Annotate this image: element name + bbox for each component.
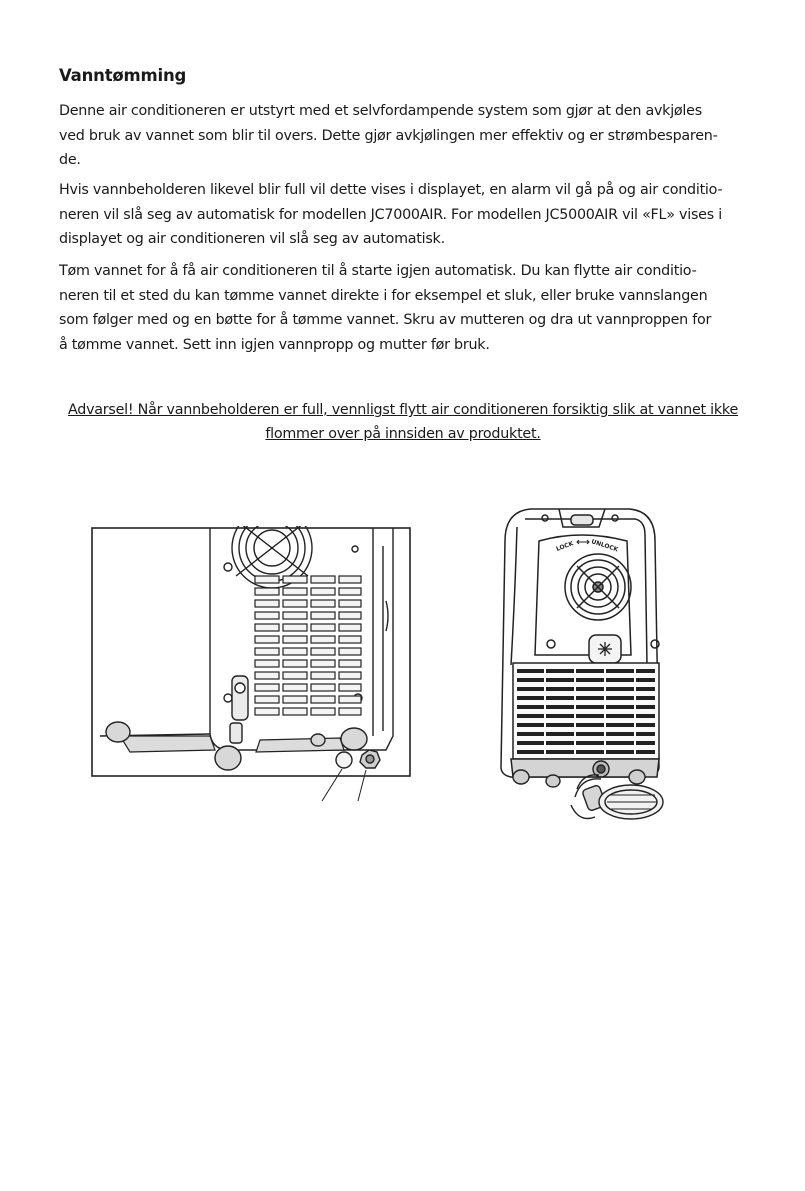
text-line: som følger med og en bøtte for å tømme vannet. Skru av mutteren og dra ut vannproppen for bbox=[59, 312, 712, 328]
ac-unit-rear-view-illustration bbox=[495, 505, 665, 823]
section-heading: Vanntømming bbox=[59, 66, 187, 85]
unlock-label: UNLOCK bbox=[590, 538, 619, 554]
text-line: displayet og air conditioneren vil slå seg av automatisk. bbox=[59, 231, 445, 247]
text-line: Denne air conditioneren er utstyrt med et selvfordampende system som gjør at den avkjøles bbox=[59, 103, 702, 119]
warning-line: Advarsel! Når vannbeholderen er full, vennligst flytt air conditioneren forsiktig slik at vannet ikke bbox=[67, 402, 739, 418]
paragraph-drain-instructions bbox=[59, 259, 749, 357]
ac-unit-drain-closeup-illustration bbox=[90, 526, 412, 802]
warning-note bbox=[55, 398, 751, 446]
lock-label: LOCK bbox=[555, 540, 575, 553]
text-line: neren til et sted du kan tømme vannet direkte i for eksempel et sluk, eller bruke vannslangen bbox=[59, 287, 708, 304]
text-line: Hvis vannbeholderen likevel blir full vil dette vises i displayet, en alarm vil gå på og air conditio- bbox=[59, 182, 723, 198]
paragraph-intro bbox=[59, 99, 749, 173]
text-line: neren vil slå seg av automatisk for modellen JC7000AIR. For modellen JC5000AIR vil «FL» vises i bbox=[59, 206, 722, 223]
text-line: Tøm vannet for å få air conditioneren til å starte igjen automatisk. Du kan flytte air conditio- bbox=[59, 263, 697, 279]
text-line: å tømme vannet. Sett inn igjen vannpropp og mutter før bruk. bbox=[59, 336, 490, 353]
text-line: ved bruk av vannet som blir til overs. Dette gjør avkjølingen mer effektiv og er strømbesparen- bbox=[59, 127, 718, 144]
warning-line: flommer over på innsiden av produktet. bbox=[265, 426, 541, 442]
text-line: de. bbox=[59, 152, 81, 168]
paragraph-full-tank bbox=[59, 178, 749, 252]
